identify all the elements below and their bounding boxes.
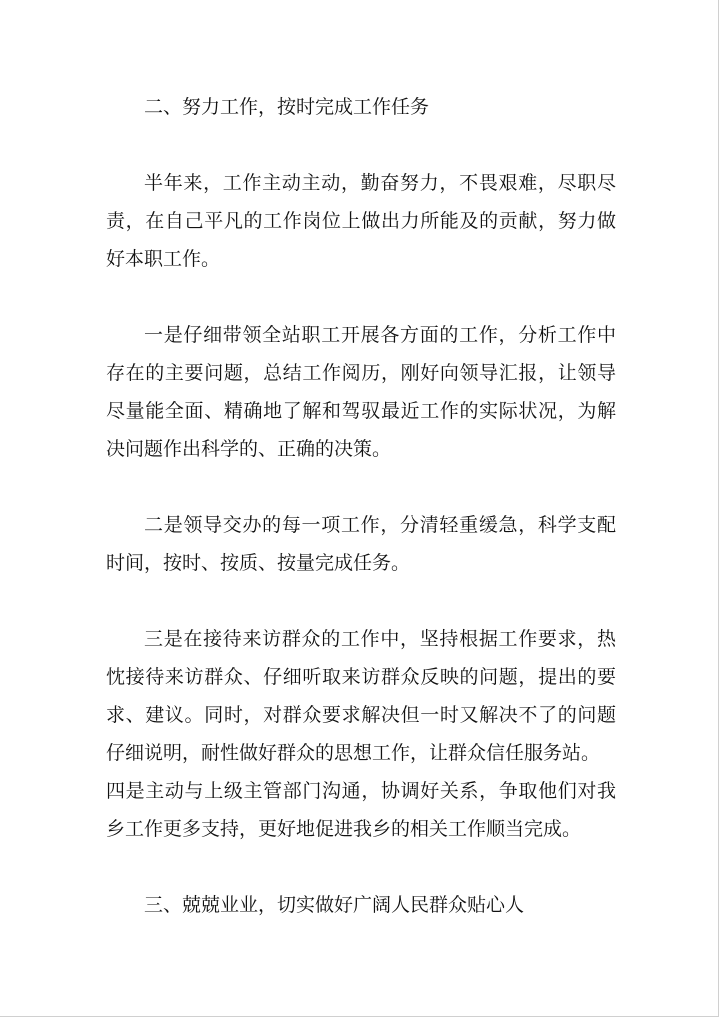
section-heading-3: 三、兢兢业业，切实做好广阔人民群众贴心人 <box>144 894 525 916</box>
paragraph-item-three: 三是在接待来访群众的工作中，坚持根据工作要求，热忱接待来访群众、仔细听取来访群众反映的问题，提出的要求、建议。同时，对群众要求解决但一时又解决不了的问题仔细说明，耐性做好群众的思想工作，让群众信任服务站。 <box>106 628 616 764</box>
spacer <box>106 582 616 620</box>
paragraph-item-four: 四是主动与上级主管部门沟通，协调好关系，争取他们对我乡工作更多支持，更好地促进我乡的相关工作顺当完成。 <box>106 780 616 840</box>
spacer <box>106 126 616 164</box>
paragraph-item-two: 二是领导交办的每一项工作，分清轻重缓急，科学支配时间，按时、按质、按量完成任务。 <box>106 514 616 574</box>
paragraph-item-one: 一是仔细带领全站职工开展各方面的工作，分析工作中存在的主要问题，总结工作阅历，刚好向领导汇报，让领导尽量能全面、精确地了解和驾驭最近工作的实际状况，为解决问题作出科学的、正确的决策。 <box>106 324 616 460</box>
spacer <box>106 468 616 506</box>
spacer <box>106 848 616 886</box>
spacer <box>106 278 616 316</box>
section-heading-2: 二、努力工作，按时完成工作任务 <box>144 96 430 118</box>
paragraph-half-year: 半年来，工作主动主动，勤奋努力，不畏艰难，尽职尽责，在自己平凡的工作岗位上做出力所能及的贡献，努力做好本职工作。 <box>106 172 616 270</box>
document-body <box>106 88 616 924</box>
